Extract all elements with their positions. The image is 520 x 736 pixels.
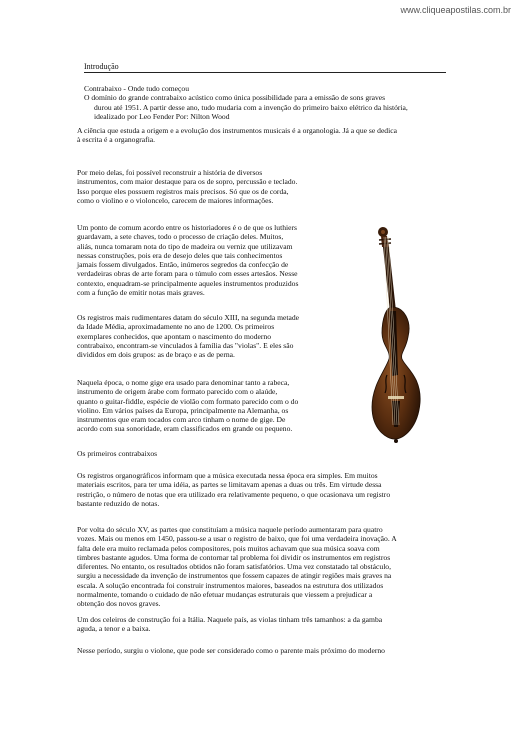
text-line: bastante reduzido de notas. [77,498,160,508]
paragraph-gige [77,378,298,434]
text-line: com a função de emitir notas mais graves. [77,288,205,298]
viola-illustration [362,225,432,450]
text-line: Por volta do século XV, as partes que constituíam a música naquele período aumentaram para quatro [77,525,383,534]
text-line: nessas construções, pois era de desejo deles que tais conhecimentos [77,250,283,260]
intro-line: idealizado por Leo Fender Por: Nilton Wood [94,111,230,121]
viola-instrument-image [362,225,432,450]
text-line: A ciência que estuda a origem e a evolução dos instrumentos musicais é a organologia. Já a que se dedica [77,126,397,135]
text-line: aguda, a tenor e a baixa. [77,624,151,634]
intro-block [84,84,454,121]
text-line: acordo com sua sonoridade, eram classificados em grande ou pequeno. [77,424,293,434]
text-line: verdadeiras obras de arte foram para o túmulo com esses artesãos. Nesse [77,269,298,279]
text-line: Os registros mais rudimentares datam do século XIII, na segunda metade [77,313,300,322]
text-line: materiais escritos, para ter uma idéia, as partes se limitavam apenas a duas ou três. Em virtude dessa [77,480,382,490]
paragraph-reconstruir [77,168,297,205]
text-line: escala. A solução encontrada foi construir instrumentos maiores, baseados na estrutura dos utilizados [77,580,384,590]
text-line: instrumento de origem árabe com formato parecido com o alaúde, [77,387,278,397]
section-title-primeiros-contrabaixos: Os primeiros contrabaixos [77,449,158,458]
paragraph-luthiers [77,223,298,297]
intro-line: durou até 1951. A partir desse ano, tudo mudaria com a invenção do primeiro baixo elétrico da história, [94,102,408,112]
text-line: jamais fossem divulgados. Então, inúmeros segredos da confecção de [77,260,289,270]
text-line: falta dele era muito reclamada pelos compositores, pois muitos achavam que sua música soava com [77,543,380,553]
text-line: exemplares conhecidos, que apontam o nascimento do moderno [77,331,272,341]
text-line: Os registros organográficos informam que a música executada nessa época era simples. Em muitos [77,471,378,480]
paragraph-registros-rudimentares [77,313,299,359]
text-line: Naquela época, o nome gige era usado para denominar tanto a rabeca, [77,378,290,387]
text-line: contrabaixo, encontram-se vinculados à família das "violas". E eles são [77,340,294,350]
text-line: timbres bastante agudos. Uma forma de contornar tal problema foi dividir os instrumentos em registros [77,552,391,562]
paragraph-italia [77,615,382,634]
text-line: Um ponto de comum acordo entre os historiadores é o de que os luthiers [77,223,297,232]
text-line: quanto o guitar-fiddle, espécie de violão com formato parecido com o do [77,396,299,406]
text-line: contexto, enquadram-se principalmente aqueles instrumentos produzidos [77,278,299,288]
text-line: surgiu a necessidade da invenção de instrumentos que fossem capazes de atingir regiões mais graves na [77,571,392,581]
paragraph-violone [77,646,385,655]
text-line: vozes. Mais ou menos em 1450, passou-se a usar o registro de baixo, que foi uma verdadeira inovação. A [77,534,397,544]
intro-line: O domínio do grande contrabaixo acústico como única possibilidade para a emissão de sons graves [84,93,386,103]
text-line: instrumentos, com maior destaque para os de sopro, percussão e teclado. [77,177,298,187]
text-line: violino. Em vários países da Europa, principalmente na Alemanha, os [77,405,289,415]
text-line: instrumentos que eram tocados com arco tinham o nome de gige. De [77,415,286,425]
text-line: normalmente, tomando o cuidado de não efetuar mudanças estruturais que viessem a prejudicar a [77,590,373,600]
site-url[interactable]: www.cliqueapostilas.com.br [400,5,511,15]
text-line: Por meio delas, foi possível reconstruir a história de diversos [77,168,263,177]
text-line: Um dos celeiros de construção foi a Itália. Naquele país, as violas tinham três tamanhos: a da gamba [77,615,383,624]
text-line: Isso porque eles possuem registros mais precisos. Só que os de corda, [77,186,289,196]
text-line: como o violino e o violoncelo, carecem de maiores informações. [77,195,274,205]
text-line: diferentes. No entanto, os resultados obtidos não foram satisfatórios. Uma vez constatado tal obstáculo, [77,562,392,572]
text-line: restrição, o número de notas que era utilizado era relativamente pequeno, o que ocasionava um registro [77,489,391,499]
paragraph-registros-organograficos [77,471,390,508]
paragraph-organologia [77,126,397,145]
text-line: obtenção dos novos graves. [77,599,161,609]
text-line: guardavam, a sete chaves, todo o processo de criação deles. Muitos, [77,232,284,242]
intro-title: Contrabaixo - Onde tudo começou [84,84,190,93]
paragraph-seculo-xv [77,525,397,609]
section-heading-introducao: Introdução [84,62,446,73]
text-line: divididos em dois grupos: as de braço e as de perna. [77,350,235,360]
text-line: da Idade Média, aproximadamente no ano de 1200. Os primeiros [77,322,275,332]
text-line: aliás, nunca tomaram nota do tipo de madeira ou verniz que utilizavam [77,241,293,251]
text-line: à escrita é a organografia. [77,135,156,145]
text-line: Nesse período, surgiu o violone, que pode ser considerado como o parente mais próximo do moderno [77,646,385,655]
